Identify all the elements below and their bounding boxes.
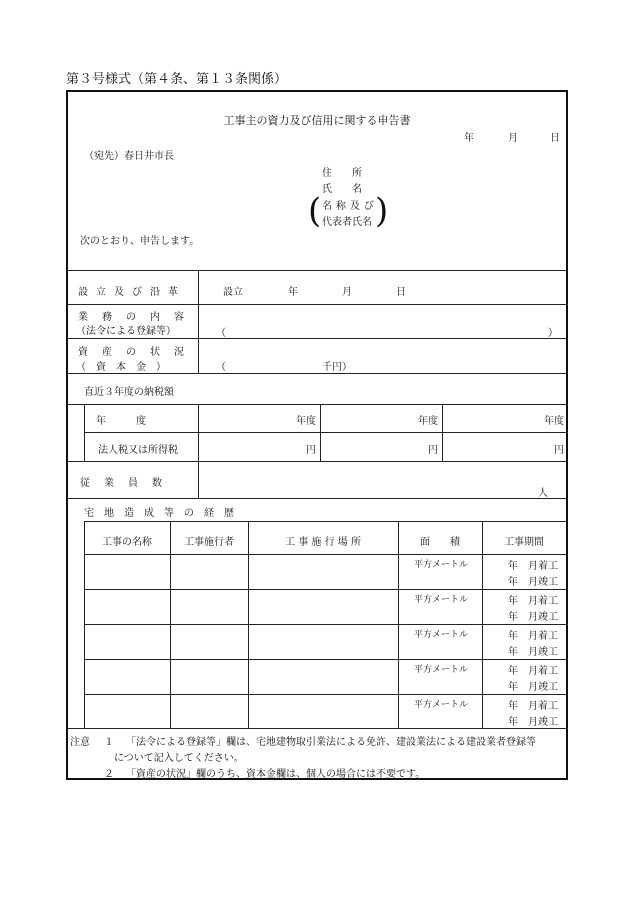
date-month: 月 [508, 133, 518, 144]
note-1-line-2: について記入してください。 [114, 753, 244, 764]
period-start: 年 月着工 [508, 561, 558, 572]
establishment-year: 年 [288, 287, 298, 298]
declaration-text: 次のとおり、申告します。 [80, 236, 200, 247]
history-header-area: 面 積 [420, 537, 460, 548]
business-open-paren: （ [216, 328, 226, 339]
establishment-label: 設立及び沿革 [78, 287, 186, 298]
assets-open-paren: （ [216, 362, 226, 373]
form-number: 第３号様式（第４条、第１３条関係） [66, 72, 288, 87]
area-unit: 平方メートル [414, 700, 469, 710]
date-year: 年 [464, 133, 474, 144]
tax-year-2: 年度 [418, 416, 438, 427]
period-start: 年 月着工 [508, 666, 558, 677]
area-unit: 平方メートル [414, 595, 469, 605]
employees-label: 従 業 員 数 [80, 478, 164, 489]
form-title: 工事主の資力及び信用に関する申告書 [223, 114, 411, 127]
business-close-paren: ） [548, 328, 558, 339]
date-day: 日 [550, 133, 560, 144]
right-brace: ) [375, 191, 389, 231]
history-header-location: 工 事 施 行 場 所 [285, 537, 361, 548]
period-end: 年 月竣工 [508, 717, 558, 728]
note-2-text: 「資産の状況」欄のうち、資本金欄は、個人の場合には不要です。 [126, 769, 426, 780]
tax-section-label: 直近３年度の納税額 [84, 387, 174, 398]
period-end: 年 月竣工 [508, 577, 558, 588]
period-end: 年 月竣工 [508, 612, 558, 623]
tax-year-label: 年 度 [96, 416, 146, 427]
note-2-number: ２ [104, 769, 114, 780]
tax-year-1: 年度 [296, 416, 316, 427]
employees-unit: 人 [538, 488, 548, 499]
tax-yen-2: 円 [428, 445, 438, 456]
history-header-name: 工事の名称 [102, 537, 152, 548]
corp-label-2: 代表者氏名 [322, 217, 372, 228]
establishment-day: 日 [396, 287, 406, 298]
tax-year-3: 年度 [544, 416, 564, 427]
tax-yen-3: 円 [554, 445, 564, 456]
establishment-prefix: 設立 [223, 287, 243, 298]
history-header-period: 工事期間 [504, 537, 544, 548]
tax-type-label: 法人税又は所得税 [98, 445, 178, 456]
assets-unit: 千円） [322, 362, 352, 373]
note-1-line-1: 「法令による登録等」欄は、宅地建物取引業法による免許、建設業法による建設業者登録等 [126, 737, 536, 748]
name-label: 氏 名 [322, 184, 362, 195]
tax-yen-1: 円 [306, 445, 316, 456]
area-unit: 平方メートル [414, 665, 469, 675]
corp-label-1: 名称及び [322, 201, 378, 212]
period-end: 年 月竣工 [508, 647, 558, 658]
area-unit: 平方メートル [414, 560, 469, 570]
business-label-1: 業 務 の 内 容 [78, 312, 186, 323]
history-header-contractor: 工事施行者 [184, 537, 234, 548]
establishment-month: 月 [342, 287, 352, 298]
notes-label: 注意 [70, 737, 90, 748]
period-start: 年 月着工 [508, 701, 558, 712]
address-label: 住 所 [322, 168, 362, 179]
period-end: 年 月竣工 [508, 682, 558, 693]
period-start: 年 月着工 [508, 631, 558, 642]
area-unit: 平方メートル [414, 630, 469, 640]
business-label-2: （法令による登録等） [76, 326, 176, 337]
declaration-form [66, 90, 568, 780]
assets-label-2: （ 資 本 金 ） [76, 362, 166, 373]
left-brace: ( [308, 191, 322, 231]
note-1-number: １ [104, 737, 114, 748]
history-section-label: 宅 地 造 成 等 の 経 歴 [84, 508, 234, 519]
period-start: 年 月着工 [508, 596, 558, 607]
addressee: （宛先）春日井市長 [84, 151, 174, 162]
assets-label-1: 資 産 の 状 況 [78, 347, 186, 358]
